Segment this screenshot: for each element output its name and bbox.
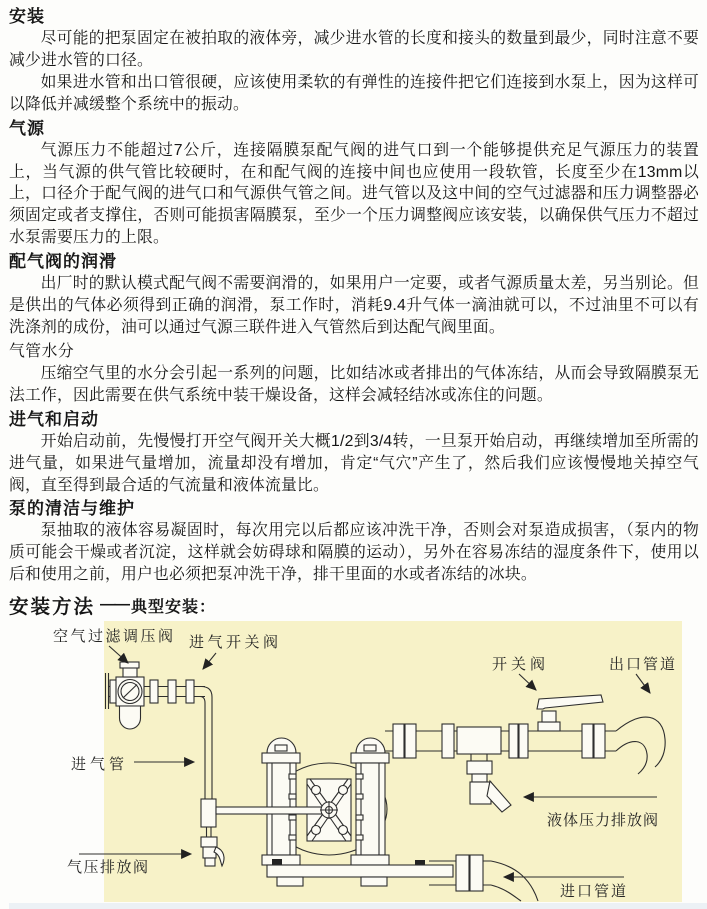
paragraph: 压缩空气里的水分会引起一系列的问题，比如结冰或者排出的气体冻结，从而会导致隔膜泵无法工作，因此需要在供气系统中装干燥设备，这样会减轻结冰或冻住的问题。 (9, 364, 699, 404)
paragraph: 气源压力不能超过7公斤，连接隔膜泵配气阀的进气口到一个能够提供充足气源压力的装置上，当气源的供气管比较硬时，在和配气阀的连接中间也应使用一段软管，长度至少在13mm以上，口径介于配气阀的进气口和气源供气管之间。进气管以及这中间的空气过滤器和压力调整器必须固定或者支撑住，否则可能损害隔膜泵，至少一个压力调整阀应该安装，以确保供气压力不超过水泵需要压力的上限。 (9, 141, 699, 247)
label-air-pressure-relief-valve: 气压排放阀 (67, 860, 150, 877)
section-heading-cleaning-maintenance: 泵的清洁与维护 (9, 499, 135, 519)
installation-method-main: 安装方法 (9, 596, 96, 619)
label-inlet-pipe: 进口管道 (560, 884, 629, 901)
installation-method-sub: 典型安装： (131, 598, 217, 616)
installation-diagram (9, 619, 707, 909)
section-heading-intake-startup: 进气和启动 (9, 409, 99, 429)
label-switch-valve: 开关阀 (492, 657, 550, 674)
section-heading-air-source: 气源 (9, 118, 45, 138)
section-heading-installation: 安装 (9, 7, 45, 26)
paragraph: 尽可能的把泵固定在被拍取的液体旁，减少进水管的长度和接头的数量到最少，同时注意不要减少进水管的口径。 (9, 30, 699, 69)
paragraph: 开始启动前，先慢慢打开空气阀开关大概1/2到3/4转，一旦泵开始启动，再继续增加至所需的进气量，如果进气量增加，流量却没有增加，肯定“气穴”产生了，然后我们应该慢慢地关掉空气阀，直至得到最合适的气流量和液体流量比。 (9, 432, 699, 494)
paragraph: 泵抽取的液体容易凝固时，每次用完以后都应该冲洗干净，否则会对泵造成损害，（泵内的物质可能会干燥或者沉淀，这样就会妨碍球和隔膜的运动），另外在容易冻结的湿度条件下，使用以后和使用之前，用户也必须把泵冲洗干净，排干里面的水或者冻结的冰块。 (9, 522, 699, 584)
section-heading-pipe-moisture: 气管水分 (9, 342, 75, 360)
scan-edge-strip (9, 903, 707, 909)
section-heading-valve-lubrication: 配气阀的润滑 (9, 252, 117, 272)
label-air-inlet-switch-valve: 进气开关阀 (189, 635, 282, 652)
label-liquid-pressure-relief-valve: 液体压力排放阀 (547, 813, 660, 830)
installation-method-title (9, 591, 699, 619)
paragraph: 如果进水管和出口管很硬，应该使用柔软的有弹性的连接件把它们连接到水泵上，因为这样可以降低并减缓整个系统中的振动。 (9, 73, 699, 113)
installation-method-dash: —— (100, 596, 129, 614)
label-air-inlet-pipe: 进气管 (71, 757, 129, 774)
label-outlet-pipe: 出口管道 (609, 657, 678, 674)
label-air-filter-regulator: 空气过滤调压阀 (53, 629, 176, 646)
paragraph: 出厂时的默认模式配气阀不需要润滑的，如果用户一定要，或者气源质量太差，另当别论。但是供出的气体必须得到正确的润滑，泵工作时，消耗9.4升气体一滴油就可以，不过油里不可以有洗涤剂的成份，油可以通过气源三联件进入气管然后到达配气阀里面。 (9, 275, 699, 336)
